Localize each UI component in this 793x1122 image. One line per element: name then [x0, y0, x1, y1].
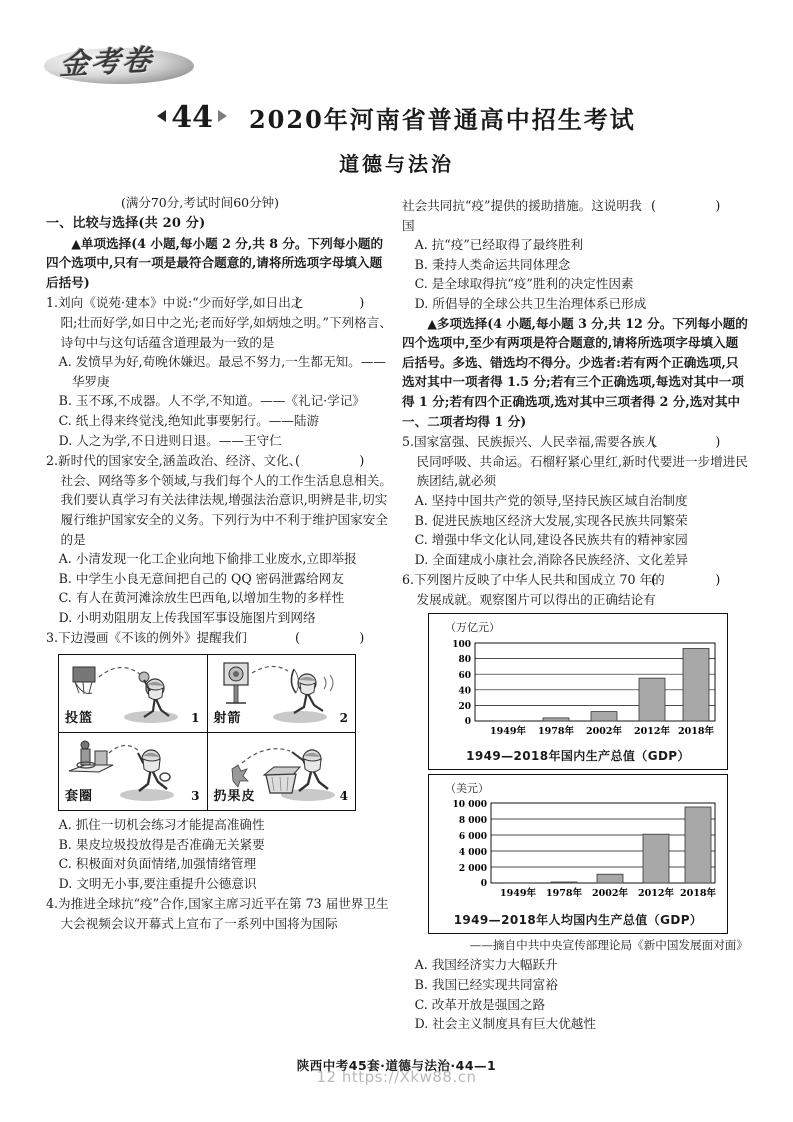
question-6-text: 下列图片反映了中华人民共和国成立 70 年的发展成就。观察图片可以得出的正确结论有: [414, 572, 665, 607]
comic-panel-4: [207, 733, 356, 811]
section-heading-one: 一、比较与选择(共 20 分): [46, 216, 206, 231]
svg-text:20: 20: [458, 702, 471, 713]
question-4-option-b[interactable]: B. 秉持人类命运共同体理念: [414, 256, 571, 272]
svg-text:2018年: 2018年: [680, 888, 716, 900]
chart-gdp-percapita: [428, 774, 728, 934]
question-5-stem: [402, 432, 750, 491]
svg-text:2 000: 2 000: [458, 864, 487, 875]
svg-text:0: 0: [480, 879, 487, 890]
question-5-option-b[interactable]: B. 促进民族地区经济大发展,实现各民族共同繁荣: [414, 512, 688, 528]
question-3-stem: [46, 628, 394, 648]
question-6-option-d[interactable]: D. 社会主义制度具有巨大优越性: [414, 1016, 596, 1032]
question-1-option-a[interactable]: A. 发愤早为好,荀晚休嫌迟。最忌不努力,一生都无知。——华罗庚: [58, 354, 386, 389]
question-4-number: 4.: [46, 896, 59, 912]
question-1-option-c[interactable]: C. 纸上得来终觉浅,绝知此事要躬行。——陆游: [58, 412, 320, 428]
comic-panel-4-label: 扔果皮: [213, 789, 256, 805]
question-1-bracket[interactable]: ( ): [295, 295, 392, 311]
question-2-bracket[interactable]: ( ): [295, 453, 392, 469]
question-3-option-a[interactable]: A. 抓住一切机会练习才能提高准确性: [58, 817, 265, 833]
page-footer: 陕西中考45套·道德与法治·44—1: [296, 1058, 497, 1073]
question-5-option-d[interactable]: D. 全面建成小康社会,消除各民族经济、文化差异: [414, 551, 689, 567]
question-3-bracket[interactable]: ( ): [295, 630, 392, 646]
question-4-option-a[interactable]: A. 抗“疫”已经取得了最终胜利: [414, 237, 584, 253]
svg-text:40: 40: [458, 686, 471, 697]
svg-text:0: 0: [464, 717, 471, 728]
paper-number: 44: [171, 100, 213, 135]
chart-gdp-total: [428, 613, 728, 769]
question-3-text: 下边漫画《不该的例外》提醒我们: [58, 630, 247, 646]
question-4-option-d[interactable]: D. 所倡导的全球公共卫生治理体系已形成: [414, 295, 647, 311]
question-5-option-a[interactable]: A. 坚持中国共产党的领导,坚持民族区域自治制度: [414, 492, 688, 508]
comic-panel-2-art: [208, 655, 356, 732]
question-6-option-a[interactable]: A. 我国经济实力大幅跃升: [414, 957, 558, 973]
question-3-option-c[interactable]: C. 积极面对负面情绪,加强情绪管理: [58, 856, 257, 872]
comic-panel-2-number: 2: [339, 711, 348, 726]
svg-text:1949年: 1949年: [490, 726, 526, 738]
score-time-info: (满分70分,考试时间60分钟): [120, 195, 280, 210]
question-2-option-b[interactable]: B. 中学生小良无意间把自己的 QQ 密码泄露给网友: [58, 570, 344, 586]
svg-text:100: 100: [452, 640, 471, 651]
triangle-left-icon: [157, 110, 166, 122]
question-4-stem-part2: [402, 196, 750, 235]
question-6-bracket[interactable]: ( ): [651, 572, 748, 588]
question-2-text: 新时代的国家安全,涵盖政治、经济、文化、社会、网络等多个领域,与我们每个人的工作生活息息相关。我们要认真学习有关法律法规,增强法治意识,明辨是非,切实履行维护国家安全的义务。下列行为中不利于维护国家安全的是: [58, 453, 392, 547]
left-column: [46, 214, 394, 934]
right-column: [402, 196, 750, 1034]
question-3-number: 3.: [46, 630, 59, 646]
svg-text:4 000: 4 000: [458, 848, 487, 859]
question-1-option-d[interactable]: D. 人之为学,不日进则日退。——王守仁: [58, 432, 282, 448]
svg-text:60: 60: [458, 670, 471, 681]
question-4-option-c[interactable]: C. 是全球取得抗“疫”胜利的决定性因素: [414, 276, 634, 292]
comic-panel-2-label: 射箭: [213, 711, 242, 727]
question-1-text: 刘向《说苑·建本》中说:“少而好学,如日出之阳;壮而好学,如日中之光;老而好学,如炳烛之明。”下列格言、诗句中与这句话蕴含道理最为一致的是: [58, 295, 392, 350]
question-1-option-b[interactable]: B. 玉不琢,不成器。人不学,不知道。——《礼记·学记》: [58, 393, 365, 409]
question-6-number: 6.: [402, 572, 415, 588]
comic-panel-3: [59, 733, 208, 811]
question-4-stem-part1: [46, 894, 394, 933]
chart-gdp-percapita-caption: 1949—2018年人均国内生产总值（GDP）: [453, 913, 703, 928]
comic-panel-2: [207, 655, 356, 733]
comic-panel-1-number: 1: [191, 711, 200, 726]
svg-text:2012年: 2012年: [634, 726, 670, 738]
svg-text:8 000: 8 000: [458, 816, 487, 827]
svg-text:1949年: 1949年: [500, 888, 536, 900]
logo-text: 金考卷: [58, 42, 155, 82]
question-5-bracket[interactable]: ( ): [651, 434, 748, 450]
question-5-text: 国家富强、民族振兴、人民幸福,需要各族人民同呼吸、共命运。石榴籽紧心里红,新时代要进一步增进民族团结,就必须: [414, 434, 748, 489]
brand-logo: [38, 26, 208, 88]
chart-gdp-total-plot: [433, 639, 723, 747]
question-3-option-b[interactable]: B. 果皮垃圾投放得是否准确无关紧要: [58, 836, 265, 852]
question-4-bracket[interactable]: ( ): [651, 198, 748, 213]
svg-text:2012年: 2012年: [638, 888, 674, 900]
question-6-option-c[interactable]: C. 改革开放是强国之路: [414, 996, 546, 1012]
triangle-right-icon: [218, 110, 227, 122]
question-2-stem: [46, 451, 394, 549]
page-title: [0, 100, 793, 135]
question-4-text-part2: 社会共同抗“疫”提供的援助措施。这说明我国: [402, 198, 642, 233]
svg-text:80: 80: [458, 655, 471, 666]
comic-grid: [58, 654, 356, 811]
comic-panel-3-art: [59, 733, 207, 810]
question-1-number: 1.: [46, 295, 59, 311]
question-2-option-c[interactable]: C. 有人在黄河滩涂放生巴西龟,以增加生物的多样性: [58, 590, 345, 606]
comic-panel-1: [59, 655, 208, 733]
question-3-option-d[interactable]: D. 文明无小事,要注重提升公德意识: [58, 875, 257, 891]
watermark: 12 https://Xkw88.cn: [316, 1068, 477, 1086]
question-1-stem: [46, 293, 394, 352]
comic-panel-3-label: 套圈: [65, 789, 94, 805]
question-5-number: 5.: [402, 434, 415, 450]
question-2-option-d[interactable]: D. 小明劝阻朋友上传我国军事设施图片到网络: [58, 609, 316, 625]
comic-panel-4-number: 4: [339, 789, 348, 804]
question-5-option-c[interactable]: C. 增强中华文化认同,建设各民族共有的精神家园: [414, 532, 688, 548]
svg-text:10 000: 10 000: [452, 800, 487, 811]
question-2-option-a[interactable]: A. 小清发现一化工企业向地下偷排工业废水,立即举报: [58, 551, 357, 567]
comic-panel-4-art: [208, 733, 356, 810]
svg-text:6 000: 6 000: [458, 832, 487, 843]
chart-gdp-percapita-unit: （美元）: [445, 781, 489, 795]
chart-gdp-total-unit: （万亿元）: [445, 621, 500, 635]
chart-gdp-total-caption: 1949—2018年国内生产总值（GDP）: [466, 749, 690, 764]
question-6-source: ——摘自中共中央宣传部理论局《新中国发展面对面》: [469, 937, 748, 952]
question-6-option-b[interactable]: B. 我国已经实现共同富裕: [414, 977, 558, 993]
comic-panel-3-number: 3: [191, 789, 200, 804]
svg-text:1978年: 1978年: [546, 888, 582, 900]
multi-choice-instructions: ▲多项选择(4 小题,每小题 3 分,共 12 分。下列每小题的四个选项中,至少有两项是符合题意的,请将所选项字母填入题后括号。多选、错选均不得分。少选者:若有两个正确选项,只选对其中一项者得 1.5 分;若有三个正确选项,每选对其中一项得 1 分;若有四个正确选项,选对其中三项者得 2 分,选对其中一、二项者均得 1 分): [402, 315, 748, 429]
question-6-stem: [402, 570, 750, 609]
question-4-text-part1: 为推进全球抗“疫”合作,国家主席习近平在第 73 届世界卫生大会视频会议开幕式上宣布了一系列中国将为国际: [58, 896, 389, 932]
svg-text:1978年: 1978年: [538, 726, 574, 738]
svg-text:2002年: 2002年: [586, 726, 622, 738]
comic-panel-1-label: 投篮: [65, 711, 94, 727]
single-choice-instructions: ▲单项选择(4 小题,每小题 2 分,共 8 分。下列每小题的四个选项中,只有一项是最符合题意的,请将所选项字母填入题后括号): [46, 235, 384, 290]
subject-title: 道德与法治: [339, 152, 454, 176]
question-2-number: 2.: [46, 453, 59, 469]
comic-panel-1-art: [59, 655, 207, 732]
chart-gdp-percapita-plot: [433, 799, 723, 911]
svg-text:2018年: 2018年: [678, 726, 714, 738]
svg-text:2002年: 2002年: [592, 888, 628, 900]
exam-title: 2020年河南省普通高中招生考试: [248, 105, 636, 134]
